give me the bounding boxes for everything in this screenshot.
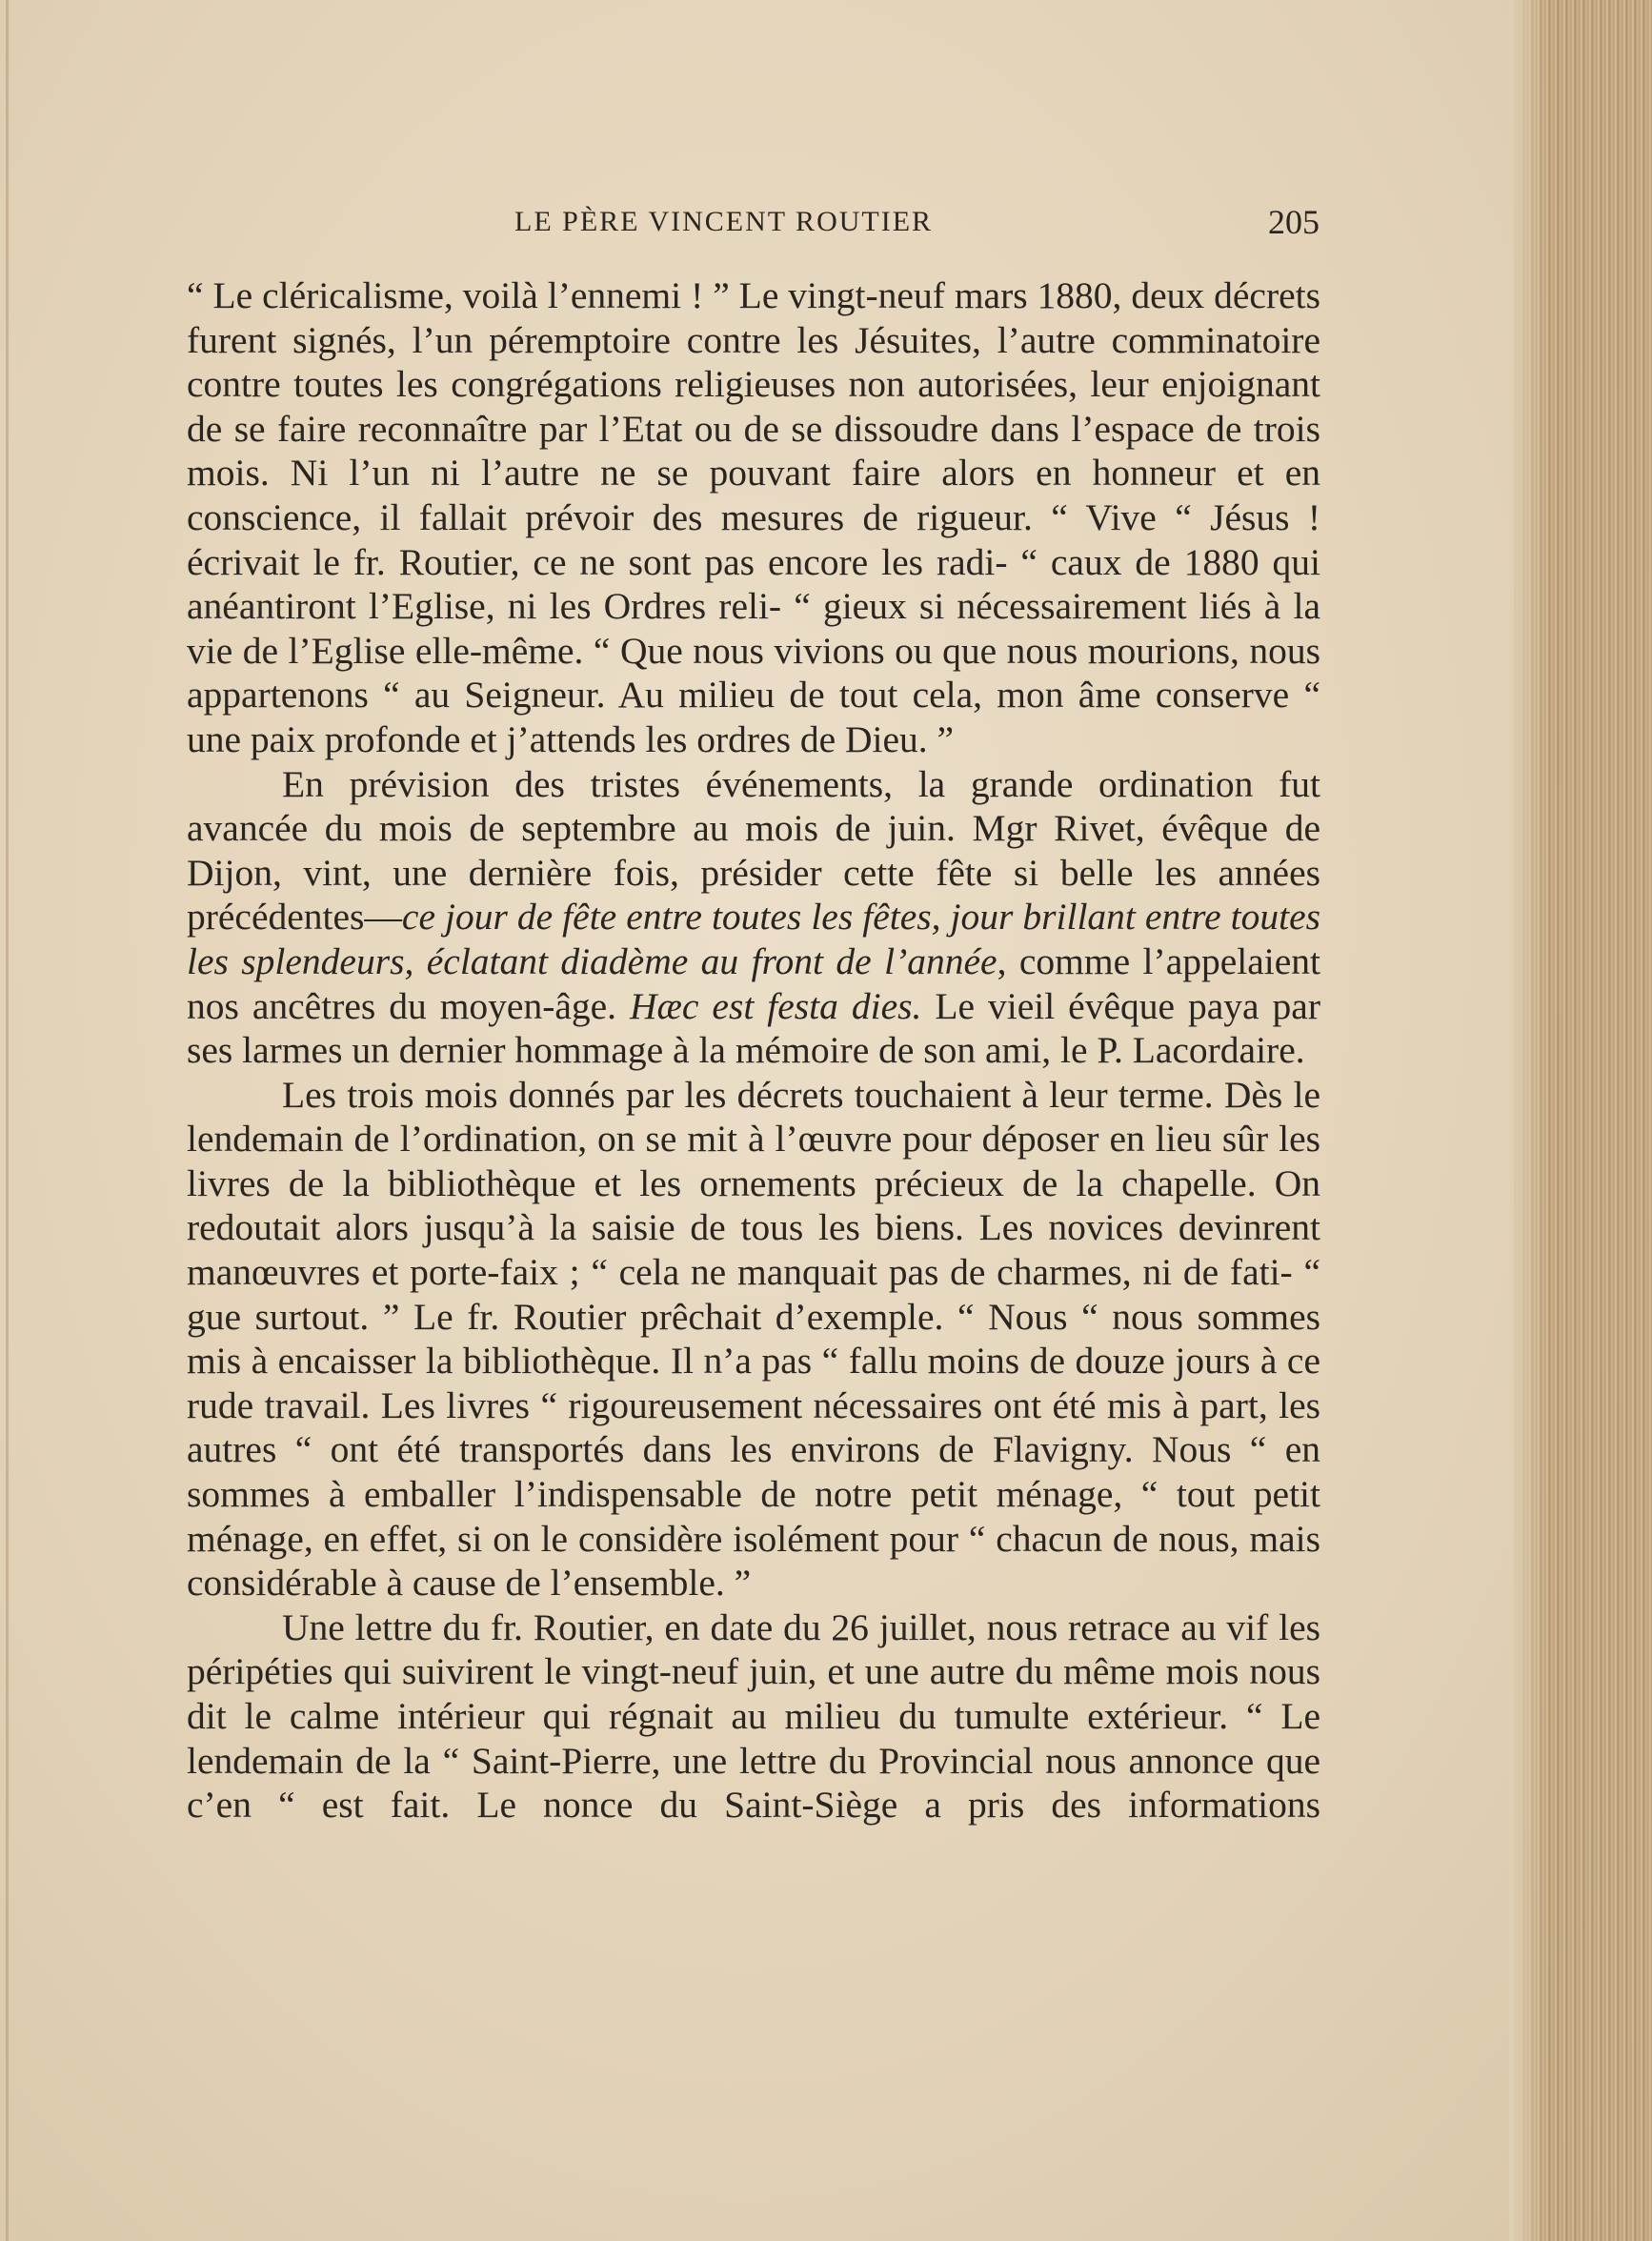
paragraph-2	[187, 762, 1320, 1073]
body-text	[187, 273, 1320, 1827]
text-segment: Les trois mois donnés par les décrets touchaient à leur terme. Dès le lendemain de l’ordination, on se mit à l’œuvre pour déposer en lieu sûr les livres de la bibliothèque et les ornements précieux de la chapelle. On redoutait alors jusqu’à la saisie de tous les biens. Les novices devinrent manœuvres et porte-faix ; “ cela ne manquait pas de charmes, ni de fati- “ gue surtout. ” Le fr. Routier prêchait d’exemple. “ Nous “ nous sommes mis à encaisser la bibliothèque. Il n’a pas “ fallu moins de douze jours à ce rude travail. Les livres “ rigoureusement nécessaires ont été mis à part, les autres “ ont été transportés dans les environs de Flavigny. Nous “ en sommes à emballer l’indispensable de notre petit ménage, “ tout petit ménage, en effet, si on le considère isolément pour “ chacun de nous, mais considérable à cause de l’ensemble. ”	[187, 1073, 1320, 1605]
paragraph-4	[187, 1605, 1320, 1827]
running-title: LE PÈRE VINCENT ROUTIER	[514, 206, 934, 237]
italic-text-segment: Hæc est festa dies.	[630, 984, 922, 1027]
text-segment: En prévision des tristes événements, la grande ordination fut avancée du mois de septembre au mois de juin. Mgr Rivet, évêque de Dijon, vint, une dernière fois, présider cette fête si belle les années précédentes—	[187, 762, 1320, 939]
page-number: 205	[1268, 203, 1320, 241]
paragraph-3	[187, 1073, 1320, 1605]
page-header	[186, 202, 1320, 250]
paragraph-1	[187, 273, 1320, 762]
text-segment: Une lettre du fr. Routier, en date du 26 juillet, nous retrace au vif les péripéties qui suivirent le vingt-neuf juin, et une autre du même mois nous dit le calme intérieur qui régnait au milieu du tumulte extérieur. “ Le lendemain de la “ Saint-Pierre, une lettre du Provincial nous annonce que c’en “ est fait. Le nonce du Saint-Siège a pris des informations	[187, 1605, 1320, 1827]
page-gutter-shadow	[6, 0, 9, 2241]
text-segment: Le vieil évêque paya par ses larmes un dernier hommage à la mémoire de son ami, le P. Lacordaire.	[187, 984, 1320, 1072]
italic-text-segment: ce jour de fête entre toutes les fêtes, jour brillant entre toutes les splendeurs, éclatant diadème au front de l’année	[187, 896, 1320, 982]
text-segment: “ Le cléricalisme, voilà l’ennemi ! ” Le vingt-neuf mars 1880, deux décrets furent signés, l’un péremptoire contre les Jésuites, l’autre comminatoire contre toutes les congrégations religieuses non autorisées, leur enjoignant de se faire reconnaître par l’Etat ou de se dissoudre dans l’espace de trois mois. Ni l’un ni l’autre ne se pouvant faire alors en honneur et en conscience, il fallait prévoir des mesures de rigueur. “ Vive “ Jésus ! écrivait le fr. Routier, ce ne sont pas encore les radi- “ caux de 1880 qui anéantiront l’Eglise, ni les Ordres reli- “ gieux si nécessairement liés à la vie de l’Eglise elle-même. “ Que nous vivions ou que nous mourions, nous appartenons “ au Seigneur. Au milieu de tout cela, mon âme conserve “ une paix profonde et j’attends les ordres de Dieu. ”	[187, 274, 1320, 760]
text-segment: , comme l’appelaient nos ancêtres du moyen-âge.	[187, 939, 1320, 1027]
page-edge-texture	[1509, 0, 1652, 2241]
